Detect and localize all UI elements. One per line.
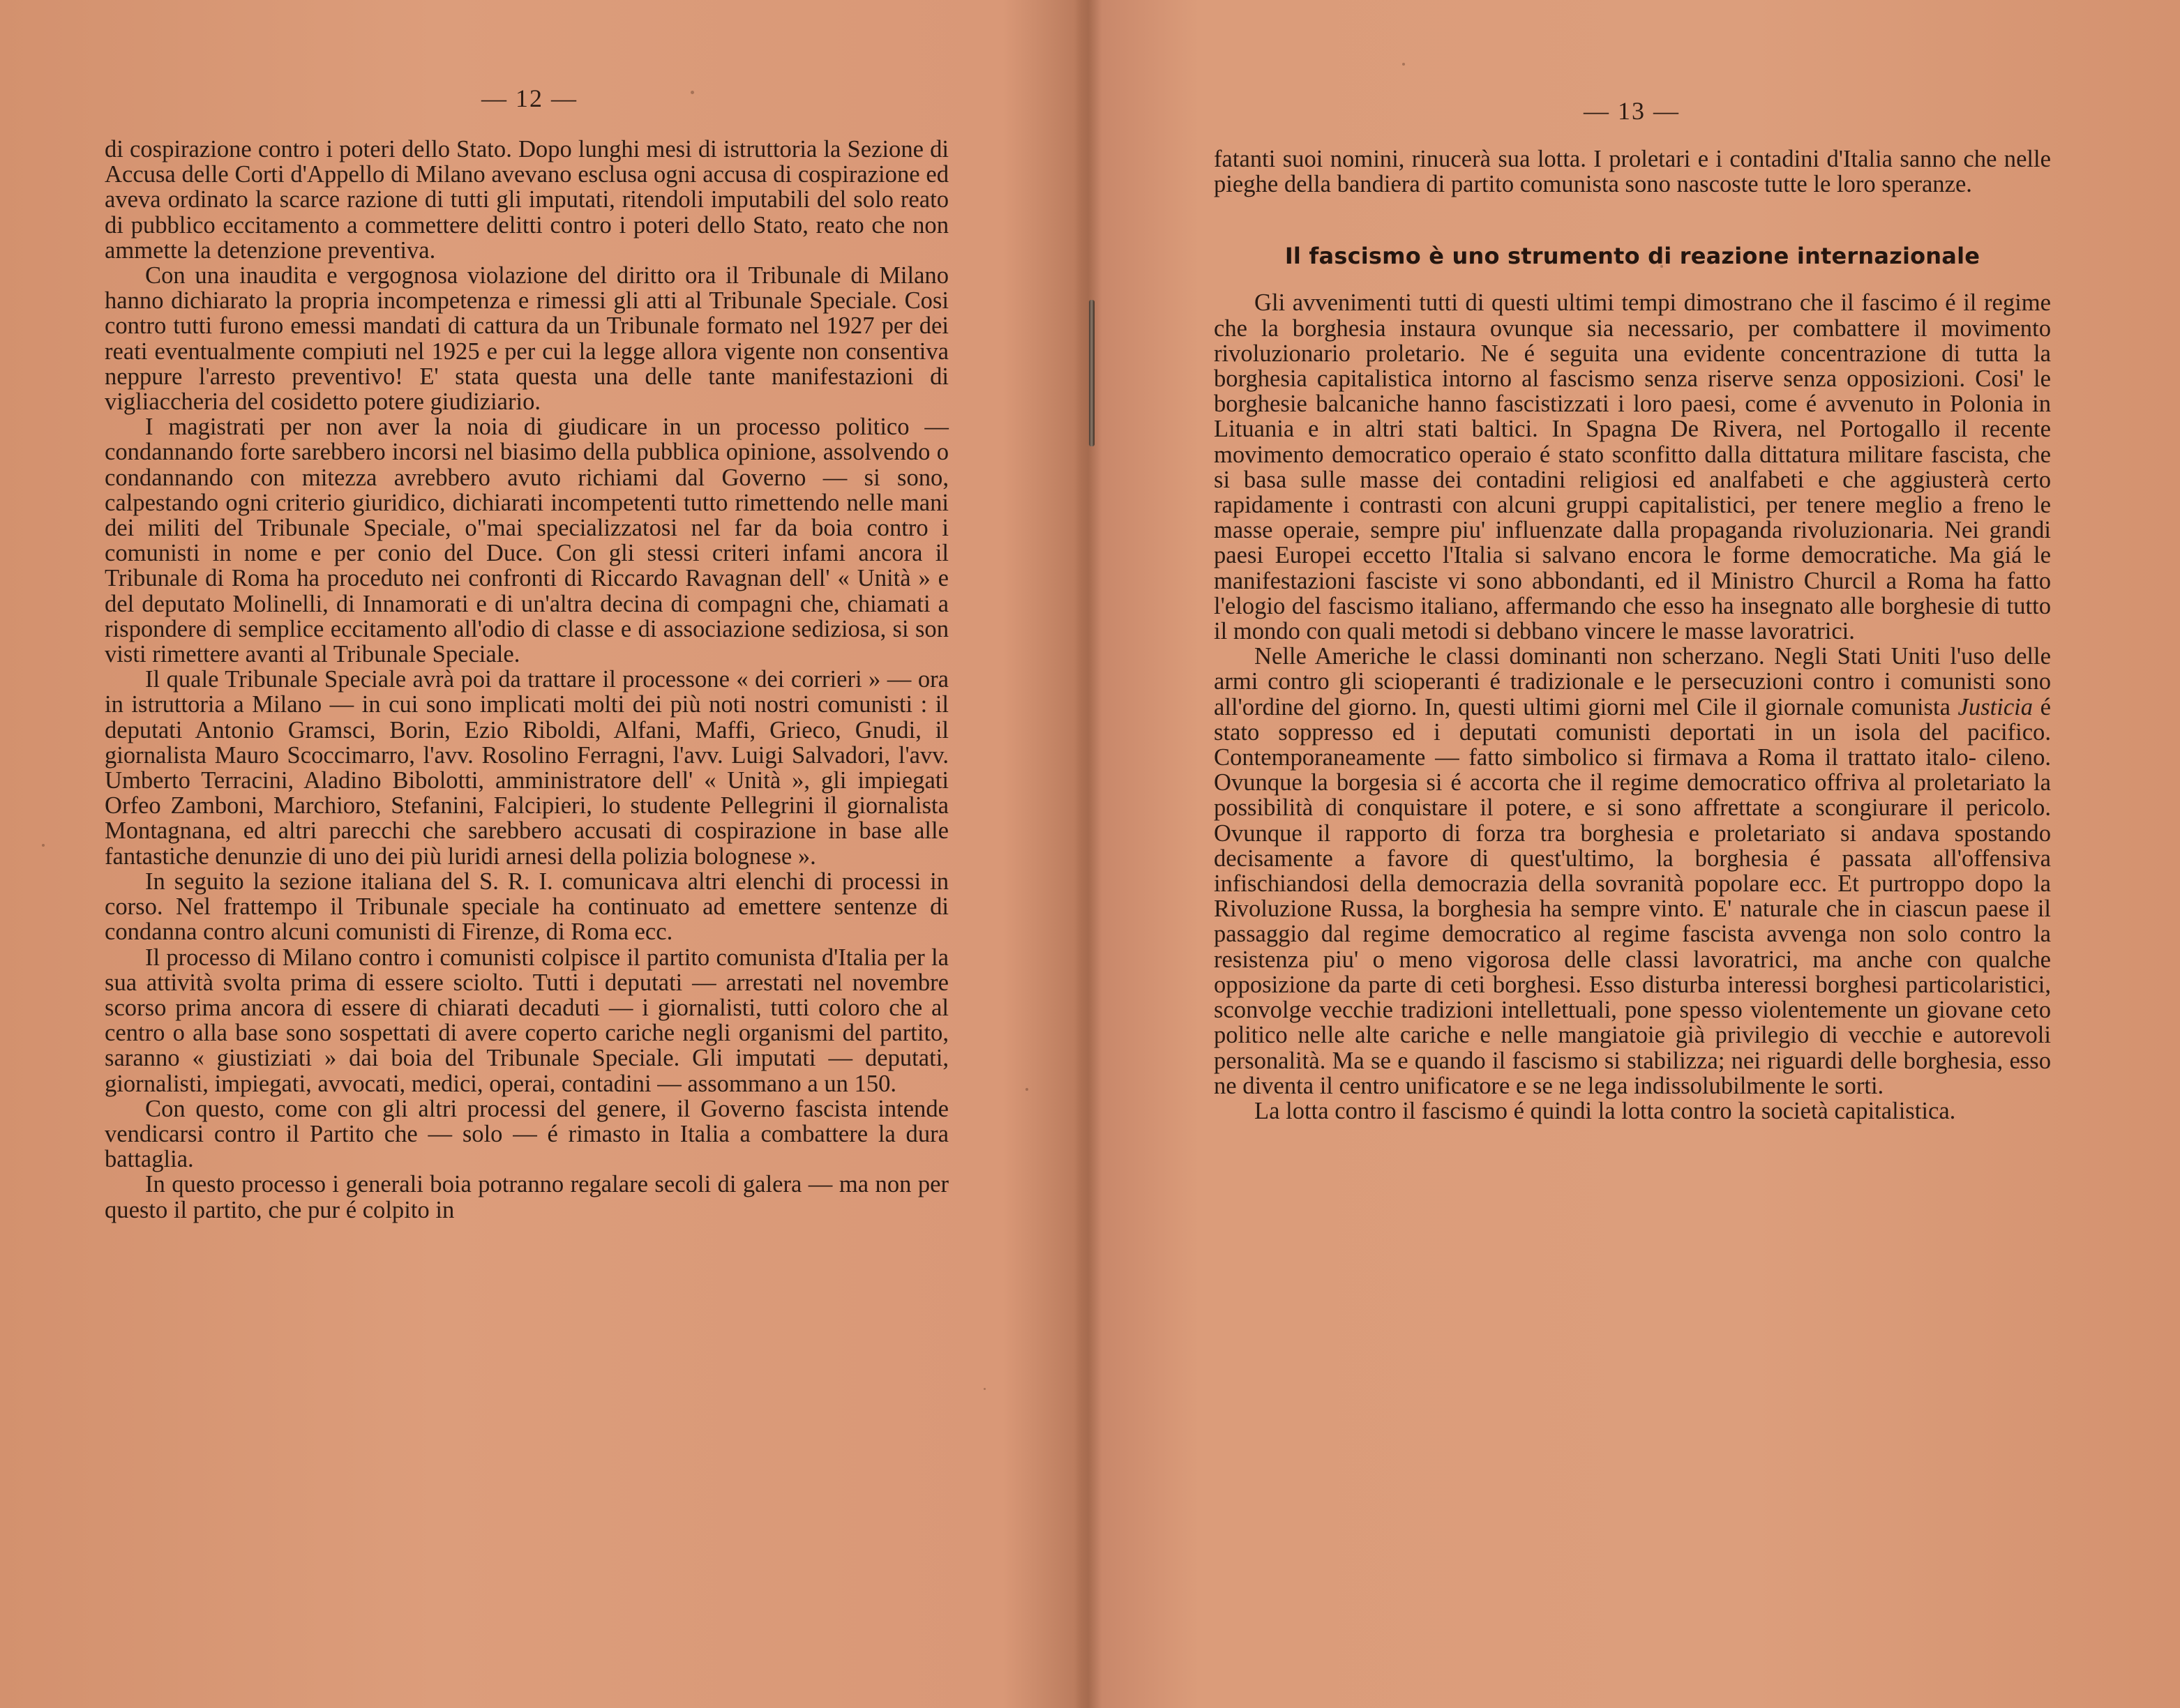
paragraph: Gli avvenimenti tutti di questi ultimi tempi dimostrano che il fascimo é il regime che la borghesia instaura ovunque sia necessario, per combattere il movimento rivoluzionario proletario. Ne é seguita una evidente concentrazione di tutta la borghesia capitalistica intorno al fascismo senza riserve senza opposizioni. Cosi' le borghesie balcaniche hanno fascistizzati i loro paesi, come é avvenuto in Polonia in Lituania e in altri stati baltici. In Spagna De Rivera, nel Portogallo il recente movimento democratico operaio é stato sconfitto dalla dittatura militare fascista, che si basa sulle masse dei contadini religiosi ed analfabeti e che aggiusterà certo rapidamente i contrasti con alcuni gruppi capitalistici, per tenere meglio a freno le masse operaie, sempre piu' influenzate dalla propaganda rivoluzionaria. Nei grandi paesi Europei eccetto l'Italia si salvano encora le forme democratiche. Ma giá le manifestazioni fasciste vi sono abbondanti, ed il Ministro Churcil a Roma ha fatto l'elogio del fascismo italiano, affermando che esso ha insegnato alle borghesie di tutto il mondo con quali metodi si debbano vincere le masse lavoratrici. [1214, 289, 2051, 645]
paragraph: In seguito la sezione italiana del S. R. I. comunicava altri elenchi di processi in corso. Nel frattempo il Tribunale speciale ha continuato ad emettere sentenze di condanna contro alcuni comunisti di Firenze, di Roma ecc. [105, 868, 949, 946]
paragraph-text: é stato soppresso ed i deputati comunisti deportati in un isola del pacifico. Contemporaneamente — fatto simbolico si firmava a Roma il trattato italo- cileno. Ovunque la borgesia si é accorta che il regime democratico offriva al proletariato la possibilità di conquistare il potere, e si sono affrettate a scongiurare il pericolo. Ovunque il rapporto di forza tra borghesia e proletariato si andava spostando decisamente a favore di quest'ultimo, la borghesia é passata all'offensiva infischiandosi della democrazia della sovranità popolare ecc. Et purtroppo dopo la Rivoluzione Russa, la borghesia ha sempre vinto. E' naturale che in ciascun paese il passaggio dal regime democratico al regime fascista avvenga non solo contro la resistenza piu' o meno vigorosa delle classi lavoratrici, ma anche con qualche opposizione da parte di ceti borghesi. Esso disturba interessi borghesi particolaristici, sconvolge vecchie tradizioni intellettuali, pone spesso violentemente un giovane ceto politico nelle alte cariche e nelle mangiatoie già privilegio di vecchie e autorevoli personalità. Ma se e quando il fascismo si stabilizza; nei riguardi delle borghesia, esso ne diventa il centro unificatore e se ne lega indissolubilmente le sorti. [1214, 693, 2051, 1099]
center-fold [1074, 0, 1102, 1708]
paragraph: La lotta contro il fascismo é quindi la lotta contro la società capitalistica. [1254, 1097, 1956, 1124]
left-page [105, 0, 949, 1708]
left-page-body [105, 137, 949, 1223]
paragraph: di cospirazione contro i poteri dello Stato. Dopo lunghi mesi di istruttoria la Sezione di Accusa delle Corti d'Appello di Milano avevano esclusa ogni accusa di cospirazione ed aveva ordinato la scarce razione di tutti gli imputati, ritendoli imputabili del solo reato di pubblico eccitamento a commettere delitti contro i poteri dello Stato, reato che non ammette la detenzione preventiva. [105, 136, 949, 264]
section-title: Il fascismo è uno strumento di reazione internazionale [1284, 243, 1980, 270]
paper-speck [1025, 1088, 1028, 1091]
newspaper-title: Justicia [1957, 693, 2034, 720]
paragraph: Con questo, come con gli altri processi del genere, il Governo fascista intende vendicarsi contro il Partito che — solo — é rimasto in Italia a combattere la dura battaglia. [105, 1095, 949, 1173]
right-page-body [1214, 146, 2051, 1124]
paragraph: Il quale Tribunale Speciale avrà poi da trattare il processone « dei corrieri » — ora in istruttoria a Milano — in cui sono implicati molti dei più noti nostri comunisti : il deputati Antonio Gramsci, Borin, Ezio Riboldi, Alfani, Maffi, Grieco, Gnudi, il giornalista Mauro Scoccimarro, l'avv. Rosolino Ferragni, l'avv. Luigi Salvadori, l'avv. Umberto Terracini, Aladino Bibolotti, amministratore dell' « Unità », gli impiegati Orfeo Zamboni, Marchioro, Stefanini, Falcipieri, lo studente Pellegrini il giornalista Montagnana, ed altri parecchi che sarebbero accusati di cospirazione in base alle fantastiche denunzie di uno dei più luridi arnesi della polizia bolognese ». [105, 666, 949, 870]
paragraph: fatanti suoi nomini, rinucerà sua lotta. I proletari e i contadini d'Italia sanno che nelle pieghe della bandiera di partito comunista sono nascoste tutte le loro speranze. [1214, 146, 2051, 198]
paper-speck [42, 844, 45, 847]
paragraph-text: Nelle Americhe le classi dominanti non scherzano. Negli Stati Uniti l'uso delle armi contro gli scioperanti é tradizionale e le persecuzioni contro i comunisti sono all'ordine del giorno. In, questi ultimi giorni mel Cile il giornale comunista [1214, 643, 2051, 720]
page-number: — 12 — [481, 84, 578, 112]
paragraph: Il processo di Milano contro i comunisti colpisce il partito comunista d'Italia per la sua attività svolta prima di essere sciolto. Tutti i deputati — arrestati nel novembre scorso prima ancora di essere di chiarati decaduti — i giornalisti, tutti coloro che al centro o alla base sono sospettati di avere coperto cariche negli organismi del partito, saranno « giustiziati » dai boia del Tribunale Speciale. Gli imputati — deputati, giornalisti, impiegati, avvocati, medici, operai, contadini — assommano a un 150. [105, 944, 949, 1097]
paragraph: I magistrati per non aver la noia di giudicare in un processo politico — condannando forte sarebbero incorsi nel biasimo della pubblica opinione, assolvendo o condannando con mitezza avrebbero avuto richiami dal Governo — si sono, calpestando ogni criterio giuridico, dichiarati incompetenti tutto rimettendo nelle mani dei militi del Tribunale Speciale, o"mai specializzatosi nel far da boia contro i comunisti in nome e per conio del Duce. Con gli stessi criteri infami ancora il Tribunale di Roma ha proceduto nei confronti di Riccardo Ravagnan dell' « Unità » e del deputato Molinelli, di Innamorati e di un'altra decina di compagni che, chiamati a rispondere di semplice eccitamento all'odio di classe e di associazione sediziosa, si son visti rimettere avanti al Tribunale Speciale. [105, 414, 949, 668]
paragraph: Con una inaudita e vergognosa violazione del diritto ora il Tribunale di Milano hanno dichiarato la propria incompetenza e rimessi gli atti al Tribunale Speciale. Cosi contro tutti furono emessi mandati di cattura da un Tribunale formato nel 1927 per dei reati eventualmente compiuti nel 1925 e per cui la legge allora vigente non consentiva neppure l'arresto preventivo! E' stata questa una delle tante manifestazioni di vigliaccheria del cosidetto potere giudiziario. [105, 262, 949, 416]
paragraph [1214, 644, 2051, 1098]
staple [1089, 300, 1095, 446]
right-page [1214, 0, 2051, 1708]
page-number: — 13 — [1584, 97, 1680, 125]
paragraph: In questo processo i generali boia potranno regalare secoli di galera — ma non per questo il partito, che pur é colpito in [105, 1171, 949, 1223]
paper-speck [984, 1388, 986, 1390]
